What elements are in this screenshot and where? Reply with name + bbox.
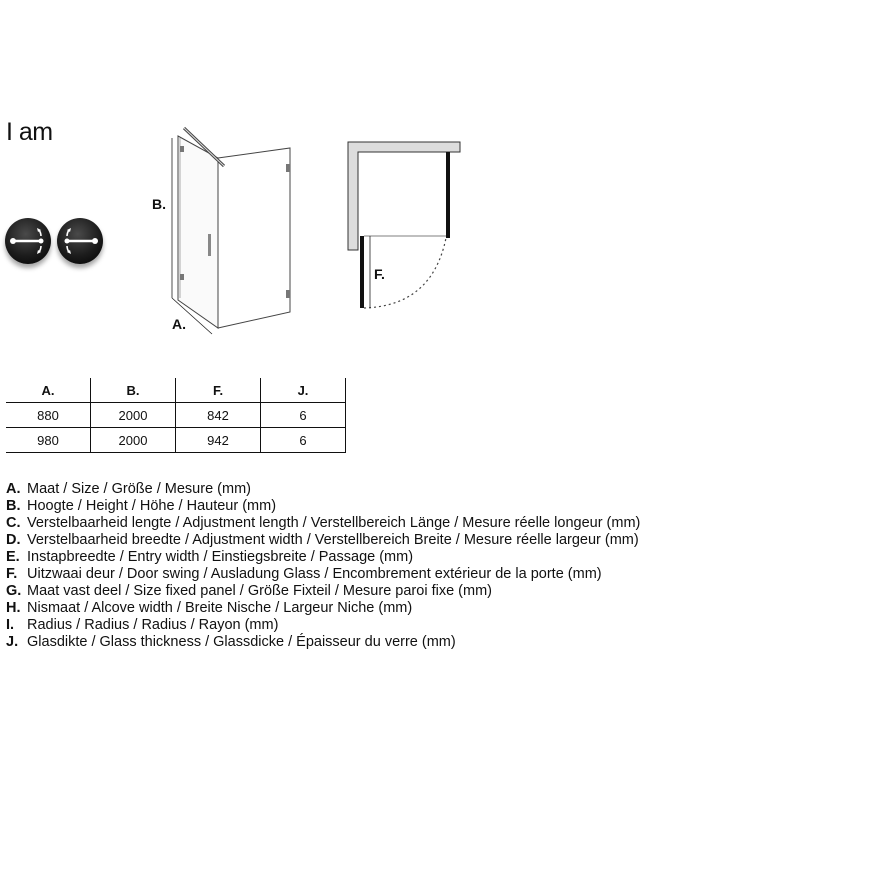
legend-text: Instapbreedte / Entry width / Einstiegsbreite / Passage (mm) [27,549,414,565]
legend-item [6,532,640,549]
legend-text: Maat vast deel / Size fixed panel / Größe Fixteil / Mesure paroi fixe (mm) [27,583,492,599]
legend-item [6,583,640,600]
table-cell: 842 [176,403,261,428]
table-header-row [6,378,346,403]
legend-text: Nismaat / Alcove width / Breite Nische / Largeur Niche (mm) [27,600,413,616]
legend-item [6,481,640,498]
table-header: A. [6,378,91,403]
legend-key: C. [6,515,21,531]
label-f: F. [374,266,385,282]
table-cell: 942 [176,428,261,453]
legend-key: A. [6,481,21,497]
legend-key: B. [6,498,21,514]
legend-text: Hoogte / Height / Höhe / Hauteur (mm) [27,498,277,514]
table-cell: 6 [261,428,346,453]
legend-item [6,600,640,617]
legend-key: E. [6,549,20,565]
legend-text: Verstelbaarheid lengte / Adjustment length / Verstellbereich Länge / Mesure réelle longeur (mm) [27,515,641,531]
dimensions-table [6,378,346,453]
legend-key: I. [6,617,15,633]
page-title: I am [6,118,53,146]
legend-item [6,549,640,566]
legend-text: Uitzwaai deur / Door swing / Ausladung Glass / Encombrement extérieur de la porte (mm) [27,566,602,582]
legend-text: Radius / Radius / Radius / Rayon (mm) [27,617,279,633]
legend-item [6,634,640,651]
legend-item [6,515,640,532]
legend-key: D. [6,532,21,548]
door-swing-right-icon[interactable] [5,218,51,264]
legend-item [6,498,640,515]
legend-text: Glasdikte / Glass thickness / Glassdicke / Épaisseur du verre (mm) [27,634,456,650]
table-row [6,403,346,428]
table-header: B. [91,378,176,403]
legend-key: J. [6,634,19,650]
door-swing-left-icon[interactable] [57,218,103,264]
legend-item [6,617,640,634]
table-cell: 880 [6,403,91,428]
table-cell: 2000 [91,403,176,428]
table-header: F. [176,378,261,403]
legend [6,481,640,651]
legend-item [6,566,640,583]
label-b: B. [152,196,166,212]
legend-text: Verstelbaarheid breedte / Adjustment width / Verstellbereich Breite / Mesure réelle largeur (mm) [27,532,639,548]
label-a: A. [172,316,186,332]
legend-key: H. [6,600,21,616]
legend-key: F. [6,566,18,582]
table-cell: 980 [6,428,91,453]
plan-view-drawing [342,136,472,316]
table-cell: 2000 [91,428,176,453]
legend-key: G. [6,583,22,599]
legend-text: Maat / Size / Größe / Mesure (mm) [27,481,251,497]
table-cell: 6 [261,403,346,428]
table-row [6,428,346,453]
isometric-shower-drawing [150,122,310,342]
table-header: J. [261,378,346,403]
